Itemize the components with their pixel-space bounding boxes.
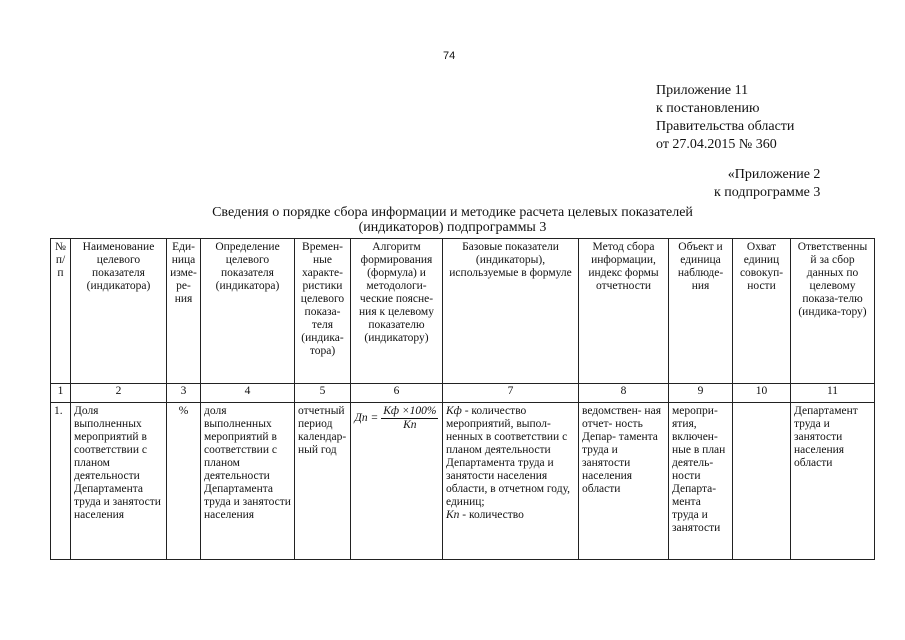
indicator-name: Доля выполненных мероприятий в соответствии с планом деятельности Департамента труда и занятости населения [71,403,167,560]
appendix-line3: Правительства области [656,119,795,134]
appendix2-block [714,166,820,202]
observation-object: меропри- ятия, включен- ные в план деятель- ности Департа- мента труда и занятости [669,403,733,560]
table-header-row [51,239,875,384]
column-number: 10 [733,384,791,403]
column-number: 7 [443,384,579,403]
time-characteristics: отчетный период календар- ный год [295,403,351,560]
column-number: 4 [201,384,295,403]
appendix-line2: к постановлению [656,101,760,116]
appendix-block [656,82,794,154]
indicator-definition: доля выполненных мероприятий в соответствии с планом деятельности Департамента труда и занятости населения [201,403,295,560]
header-cell: Объект и единица наблюде- ния [669,239,733,384]
column-number: 6 [351,384,443,403]
header-cell: Метод сбора информации, индекс формы отчетности [579,239,669,384]
column-number: 3 [167,384,201,403]
header-cell: Охват единиц совокуп- ности [733,239,791,384]
indicators-table [50,238,875,560]
base-a-symbol: Кф [446,405,462,417]
formula [355,405,439,432]
column-number: 11 [791,384,875,403]
appendix2-line1: «Приложение 2 [727,167,821,182]
column-number: 2 [71,384,167,403]
formula-numerator: Кф ×100% [383,405,437,417]
header-cell: № п/п [51,239,71,384]
formula-denominator: Кп [403,419,417,431]
appendix-line4: от 27.04.2015 № 360 [656,137,777,152]
header-cell: Времен- ные характе- ристики целевого показа- теля (индика- тора) [295,239,351,384]
formula-lhs: Дп = [354,412,379,424]
base-indicators [443,403,579,560]
coverage [733,403,791,560]
page-number: 74 [443,50,456,62]
document-title: Сведения о порядке сбора информации и методике расчета целевых показателей (индикаторов) подпрограммы 3 [212,205,693,235]
header-cell: Еди- ница изме- ре- ния [167,239,201,384]
column-number: 9 [669,384,733,403]
indicator-unit: % [167,403,201,560]
header-cell: Алгоритм формирования (формула) и методологи- ческие поясне- ния к целевому показателю (индикатору) [351,239,443,384]
header-cell: Ответственны й за сбор данных по целевому показа-телю (индика-тору) [791,239,875,384]
column-number: 5 [295,384,351,403]
column-number: 8 [579,384,669,403]
collection-method: ведомствен- ная отчет- ность Депар- тамента труда и занятости населения области [579,403,669,560]
base-a-text: - количество мероприятий, выпол- ненных в соответствии с планом деятельности Департамента труда и занятости населения области, в отчетном году, единиц; [446,405,571,508]
formula-cell [351,403,443,560]
table-row [51,403,875,560]
appendix-line1: Приложение 11 [656,83,749,98]
appendix2-line2: к подпрограмме 3 [714,185,821,200]
header-cell: Базовые показатели (индикаторы), используемые в формуле [443,239,579,384]
column-number: 1 [51,384,71,403]
base-b-text: - количество [459,509,524,521]
row-number: 1. [51,403,71,560]
column-number-row [51,384,875,403]
header-cell: Определение целевого показателя (индикатора) [201,239,295,384]
header-cell: Наименование целевого показателя (индикатора) [71,239,167,384]
base-b-symbol: Кп [446,509,460,521]
responsible: Департамент труда и занятости населения области [791,403,875,560]
